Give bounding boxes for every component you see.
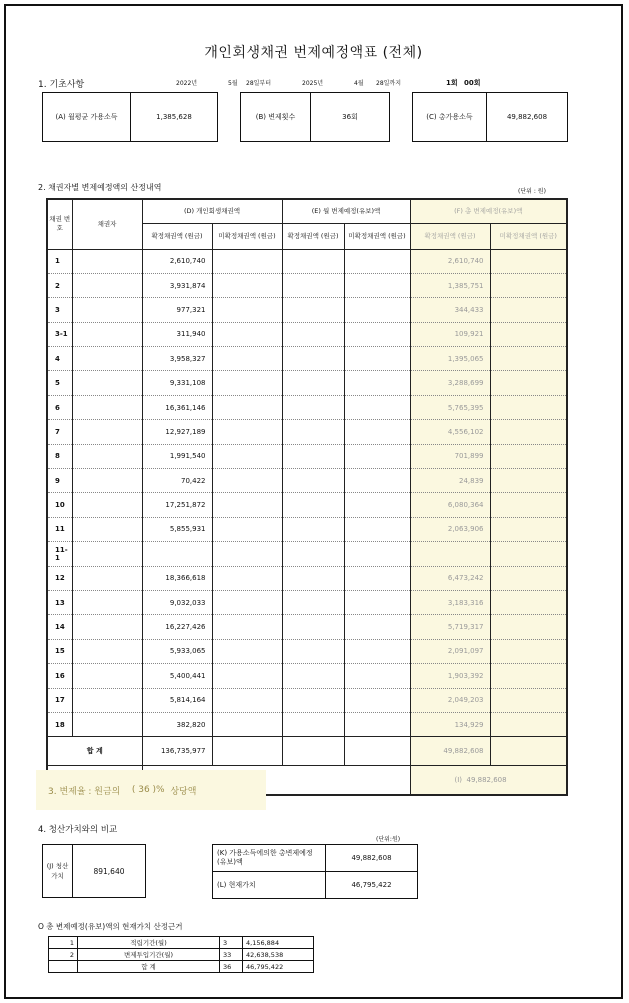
row-f-unconfirmed — [490, 688, 567, 712]
row-f-confirmed: 4,556,102 — [410, 420, 490, 444]
row-e-confirmed — [282, 420, 344, 444]
repayment-rate — [36, 770, 266, 810]
row-e-confirmed — [282, 639, 344, 663]
row-creditor — [72, 688, 142, 712]
l-label: (L) 현재가치 — [213, 872, 326, 899]
row-d-unconfirmed — [212, 542, 282, 566]
col-no-header: 채권 번호 — [47, 199, 72, 249]
pv-months: 3 — [220, 937, 243, 949]
row-creditor — [72, 493, 142, 517]
row-f-unconfirmed — [490, 712, 567, 736]
table-row — [47, 493, 567, 517]
section-calc-heading: 2. 채권자별 변제예정액의 산정내역 — [38, 183, 162, 192]
row-f-unconfirmed — [490, 395, 567, 419]
row-no: 12 — [47, 566, 72, 590]
sum-d-value: 136,735,977 — [142, 737, 212, 766]
table-row — [47, 395, 567, 419]
row-e-confirmed — [282, 590, 344, 614]
row-e-confirmed — [282, 664, 344, 688]
row-e-confirmed — [282, 712, 344, 736]
row-d-unconfirmed — [212, 566, 282, 590]
e-unconfirmed-header: 미확정채권액 (원금) — [344, 223, 410, 249]
row-e-unconfirmed — [344, 493, 410, 517]
row-e-unconfirmed — [344, 566, 410, 590]
section-basis-heading: O 총 변제예정(유보)액의 현재가치 산정근거 — [38, 922, 183, 931]
sum-d-unconfirmed — [212, 737, 282, 766]
row-e-unconfirmed — [344, 517, 410, 541]
row-e-unconfirmed — [344, 420, 410, 444]
table-row — [47, 542, 567, 566]
row-no: 6 — [47, 395, 72, 419]
row-no: 15 — [47, 639, 72, 663]
table-row — [47, 444, 567, 468]
row-d-unconfirmed — [212, 639, 282, 663]
row-creditor — [72, 420, 142, 444]
section-basic-heading: 1. 기초사항 — [38, 80, 85, 90]
row-creditor — [72, 615, 142, 639]
rate-close: )% — [152, 785, 165, 795]
table-row — [47, 273, 567, 297]
unit-label: (단위 : 원) — [518, 188, 546, 195]
table-row — [47, 249, 567, 273]
row-f-unconfirmed — [490, 444, 567, 468]
pv-value: 4,156,884 — [243, 937, 314, 949]
rate-value: 36 — [138, 785, 150, 795]
row-d-confirmed: 5,855,931 — [142, 517, 212, 541]
table-row — [47, 590, 567, 614]
col-f-header: (F) 총 변제예정(유보)액 — [410, 199, 567, 223]
period-day-start: 28일부터 — [246, 80, 272, 87]
pv-value: 46,795,422 — [243, 961, 314, 973]
row-e-confirmed — [282, 298, 344, 322]
row-d-confirmed: 311,940 — [142, 322, 212, 346]
row-d-unconfirmed — [212, 615, 282, 639]
row-no: 14 — [47, 615, 72, 639]
row-no: 2 — [47, 273, 72, 297]
row-d-unconfirmed — [212, 517, 282, 541]
repayment-table — [46, 198, 568, 796]
sum-e-unconfirmed — [344, 737, 410, 766]
row-d-unconfirmed — [212, 322, 282, 346]
period-month-start: 5월 — [228, 80, 238, 87]
row-creditor — [72, 249, 142, 273]
row-e-confirmed — [282, 493, 344, 517]
k-label: (K) 가용소득에의한 총변제예정(유보)액 — [213, 845, 326, 872]
row-f-confirmed: 1,903,392 — [410, 664, 490, 688]
table-row — [47, 639, 567, 663]
pv-no: 1 — [49, 937, 78, 949]
total-income-box — [412, 92, 568, 142]
row-f-unconfirmed — [490, 371, 567, 395]
sum-label: 합 계 — [47, 737, 142, 766]
row-e-unconfirmed — [344, 615, 410, 639]
pv-label: 합 계 — [78, 961, 220, 973]
present-value-table — [48, 936, 314, 973]
row-creditor — [72, 347, 142, 371]
row-creditor — [72, 664, 142, 688]
row-e-unconfirmed — [344, 444, 410, 468]
row-d-confirmed: 2,610,740 — [142, 249, 212, 273]
pv-label: 변제투입기간(월) — [78, 949, 220, 961]
col-d-header: (D) 개인회생채권액 — [142, 199, 282, 223]
row-d-unconfirmed — [212, 395, 282, 419]
repay-count-box — [240, 92, 390, 142]
avg-income-label: (A) 월평균 가용소득 — [43, 93, 131, 141]
table-row — [47, 712, 567, 736]
row-creditor — [72, 322, 142, 346]
page-title: 개인회생채권 번제예정액표 (전체) — [204, 45, 423, 61]
total-income-label: (C) 총가용소득 — [413, 93, 487, 141]
table-row — [47, 688, 567, 712]
pv-no: 2 — [49, 949, 78, 961]
row-e-confirmed — [282, 347, 344, 371]
table-row — [47, 298, 567, 322]
row-f-unconfirmed — [490, 322, 567, 346]
row-e-confirmed — [282, 517, 344, 541]
repay-count-label: (B) 변제횟수 — [241, 93, 311, 141]
section-compare-heading: 4. 청산가치와의 비교 — [38, 825, 118, 835]
row-f-confirmed: 2,091,097 — [410, 639, 490, 663]
row-e-unconfirmed — [344, 639, 410, 663]
row-d-confirmed: 382,820 — [142, 712, 212, 736]
total-i-label: (I) — [454, 776, 463, 785]
row-e-confirmed — [282, 688, 344, 712]
row-f-confirmed: 3,183,316 — [410, 590, 490, 614]
row-e-unconfirmed — [344, 371, 410, 395]
row-e-unconfirmed — [344, 542, 410, 566]
row-no: 17 — [47, 688, 72, 712]
row-creditor — [72, 273, 142, 297]
row-f-confirmed — [410, 542, 490, 566]
row-no: 1 — [47, 249, 72, 273]
row-e-unconfirmed — [344, 249, 410, 273]
d-confirmed-header: 확정채권액 (원금) — [142, 223, 212, 249]
row-e-unconfirmed — [344, 347, 410, 371]
row-f-unconfirmed — [490, 566, 567, 590]
row-e-unconfirmed — [344, 273, 410, 297]
row-d-confirmed: 977,321 — [142, 298, 212, 322]
row-d-unconfirmed — [212, 444, 282, 468]
row-e-confirmed — [282, 273, 344, 297]
col-creditor-header: 채권자 — [72, 199, 142, 249]
row-creditor — [72, 712, 142, 736]
row-e-unconfirmed — [344, 712, 410, 736]
row-no: 13 — [47, 590, 72, 614]
row-e-confirmed — [282, 615, 344, 639]
row-e-confirmed — [282, 444, 344, 468]
period-month-end: 4월 — [354, 80, 364, 87]
row-f-confirmed: 6,080,364 — [410, 493, 490, 517]
row-d-confirmed: 5,814,164 — [142, 688, 212, 712]
row-f-unconfirmed — [490, 590, 567, 614]
row-f-confirmed: 2,610,740 — [410, 249, 490, 273]
row-no: 3-1 — [47, 322, 72, 346]
row-d-confirmed: 9,032,033 — [142, 590, 212, 614]
sum-f-unconfirmed — [490, 737, 567, 766]
period-year-end: 2025년 — [302, 80, 324, 87]
l-value: 46,795,422 — [326, 872, 418, 899]
row-no: 9 — [47, 469, 72, 493]
row-f-confirmed: 1,385,751 — [410, 273, 490, 297]
period-year-start: 2022년 — [176, 80, 198, 87]
row-d-unconfirmed — [212, 298, 282, 322]
col-e-header: (E) 월 변제예정(유보)액 — [282, 199, 410, 223]
row-f-unconfirmed — [490, 493, 567, 517]
row-f-unconfirmed — [490, 347, 567, 371]
table-row — [47, 517, 567, 541]
row-d-unconfirmed — [212, 249, 282, 273]
row-f-unconfirmed — [490, 249, 567, 273]
sum-e-confirmed — [282, 737, 344, 766]
row-creditor — [72, 395, 142, 419]
rate-text: 3. 변제율 : 원금의 — [48, 786, 121, 797]
row-f-confirmed: 109,921 — [410, 322, 490, 346]
row-f-unconfirmed — [490, 420, 567, 444]
row-e-confirmed — [282, 322, 344, 346]
row-f-unconfirmed — [490, 639, 567, 663]
row-f-confirmed: 3,288,699 — [410, 371, 490, 395]
row-e-unconfirmed — [344, 395, 410, 419]
row-e-unconfirmed — [344, 664, 410, 688]
row-creditor — [72, 517, 142, 541]
row-f-unconfirmed — [490, 298, 567, 322]
row-f-unconfirmed — [490, 273, 567, 297]
table-row — [47, 371, 567, 395]
row-creditor — [72, 542, 142, 566]
row-f-unconfirmed — [490, 517, 567, 541]
period-count: 1회 — [446, 79, 458, 87]
f-unconfirmed-header: 미확정채권액 (원금) — [490, 223, 567, 249]
period-note: 00회 — [464, 79, 481, 87]
rate-suffix: 상당액 — [170, 786, 197, 797]
period-day-end: 28일까지 — [376, 80, 402, 87]
row-f-unconfirmed — [490, 615, 567, 639]
row-d-confirmed: 16,227,426 — [142, 615, 212, 639]
row-d-unconfirmed — [212, 347, 282, 371]
pv-months: 36 — [220, 961, 243, 973]
row-f-unconfirmed — [490, 664, 567, 688]
table-row — [47, 615, 567, 639]
row-no: 3 — [47, 298, 72, 322]
repay-count-value: 36회 — [342, 113, 358, 121]
row-creditor — [72, 298, 142, 322]
row-e-unconfirmed — [344, 298, 410, 322]
row-d-confirmed: 5,933,065 — [142, 639, 212, 663]
table-row — [47, 664, 567, 688]
row-e-confirmed — [282, 395, 344, 419]
pv-label: 적립기간(월) — [78, 937, 220, 949]
row-f-confirmed: 6,473,242 — [410, 566, 490, 590]
row-d-confirmed: 16,361,146 — [142, 395, 212, 419]
row-f-confirmed: 134,929 — [410, 712, 490, 736]
row-no: 16 — [47, 664, 72, 688]
row-d-unconfirmed — [212, 712, 282, 736]
row-d-confirmed: 1,991,540 — [142, 444, 212, 468]
row-f-confirmed: 24,839 — [410, 469, 490, 493]
row-f-confirmed: 1,395,065 — [410, 347, 490, 371]
liquidation-box — [42, 844, 146, 898]
table-row — [49, 949, 314, 961]
rate-open: ( — [131, 785, 136, 795]
compare-unit: (단위:원) — [376, 836, 401, 843]
k-value: 49,882,608 — [326, 845, 418, 872]
d-unconfirmed-header: 미확정채권액 (원금) — [212, 223, 282, 249]
row-d-confirmed: 70,422 — [142, 469, 212, 493]
pv-value: 42,638,538 — [243, 949, 314, 961]
row-no: 10 — [47, 493, 72, 517]
row-no: 18 — [47, 712, 72, 736]
total-income-value: 49,882,608 — [506, 113, 548, 121]
row-d-unconfirmed — [212, 469, 282, 493]
table-row — [47, 566, 567, 590]
row-no: 5 — [47, 371, 72, 395]
row-e-confirmed — [282, 566, 344, 590]
row-d-unconfirmed — [212, 688, 282, 712]
row-d-unconfirmed — [212, 590, 282, 614]
table-row — [47, 322, 567, 346]
row-d-confirmed: 12,927,189 — [142, 420, 212, 444]
pv-months: 33 — [220, 949, 243, 961]
row-f-unconfirmed — [490, 542, 567, 566]
row-creditor — [72, 590, 142, 614]
row-d-confirmed — [142, 542, 212, 566]
liquidation-value: 891,640 — [93, 866, 125, 876]
avg-income-box — [42, 92, 218, 142]
row-f-confirmed: 5,719,317 — [410, 615, 490, 639]
row-f-confirmed: 5,765,395 — [410, 395, 490, 419]
row-e-confirmed — [282, 249, 344, 273]
total-i-cell — [410, 766, 567, 796]
row-no: 11 — [47, 517, 72, 541]
row-no: 8 — [47, 444, 72, 468]
row-d-confirmed: 5,400,441 — [142, 664, 212, 688]
sum-f-value: 49,882,608 — [410, 737, 490, 766]
row-creditor — [72, 566, 142, 590]
liquidation-label: (J) 청산 가치 — [43, 845, 73, 897]
row-f-confirmed: 344,433 — [410, 298, 490, 322]
row-d-confirmed: 3,958,327 — [142, 347, 212, 371]
row-no: 11-1 — [47, 542, 72, 566]
f-confirmed-header: 확정채권액 (원금) — [410, 223, 490, 249]
row-f-confirmed: 701,899 — [410, 444, 490, 468]
row-no: 4 — [47, 347, 72, 371]
row-d-unconfirmed — [212, 420, 282, 444]
row-creditor — [72, 639, 142, 663]
row-e-unconfirmed — [344, 688, 410, 712]
row-d-confirmed: 9,331,108 — [142, 371, 212, 395]
row-f-unconfirmed — [490, 469, 567, 493]
table-row — [49, 937, 314, 949]
row-e-confirmed — [282, 469, 344, 493]
avg-income-value: 1,385,628 — [156, 113, 192, 121]
row-f-confirmed: 2,063,906 — [410, 517, 490, 541]
row-creditor — [72, 371, 142, 395]
row-creditor — [72, 444, 142, 468]
table-row — [49, 961, 314, 973]
row-e-confirmed — [282, 371, 344, 395]
row-creditor — [72, 469, 142, 493]
row-f-confirmed: 2,049,203 — [410, 688, 490, 712]
row-d-unconfirmed — [212, 273, 282, 297]
compare-table — [212, 844, 418, 899]
row-d-confirmed: 3,931,874 — [142, 273, 212, 297]
table-row — [47, 469, 567, 493]
row-no: 7 — [47, 420, 72, 444]
row-d-confirmed: 17,251,872 — [142, 493, 212, 517]
row-e-unconfirmed — [344, 590, 410, 614]
row-d-unconfirmed — [212, 371, 282, 395]
document-page — [4, 4, 623, 999]
row-d-unconfirmed — [212, 493, 282, 517]
row-e-unconfirmed — [344, 469, 410, 493]
table-row — [47, 347, 567, 371]
row-d-unconfirmed — [212, 664, 282, 688]
total-i-value: 49,882,608 — [466, 776, 507, 785]
row-e-confirmed — [282, 542, 344, 566]
row-e-unconfirmed — [344, 322, 410, 346]
pv-no — [49, 961, 78, 973]
row-d-confirmed: 18,366,618 — [142, 566, 212, 590]
table-row — [47, 420, 567, 444]
e-confirmed-header: 확정채권액 (원금) — [282, 223, 344, 249]
